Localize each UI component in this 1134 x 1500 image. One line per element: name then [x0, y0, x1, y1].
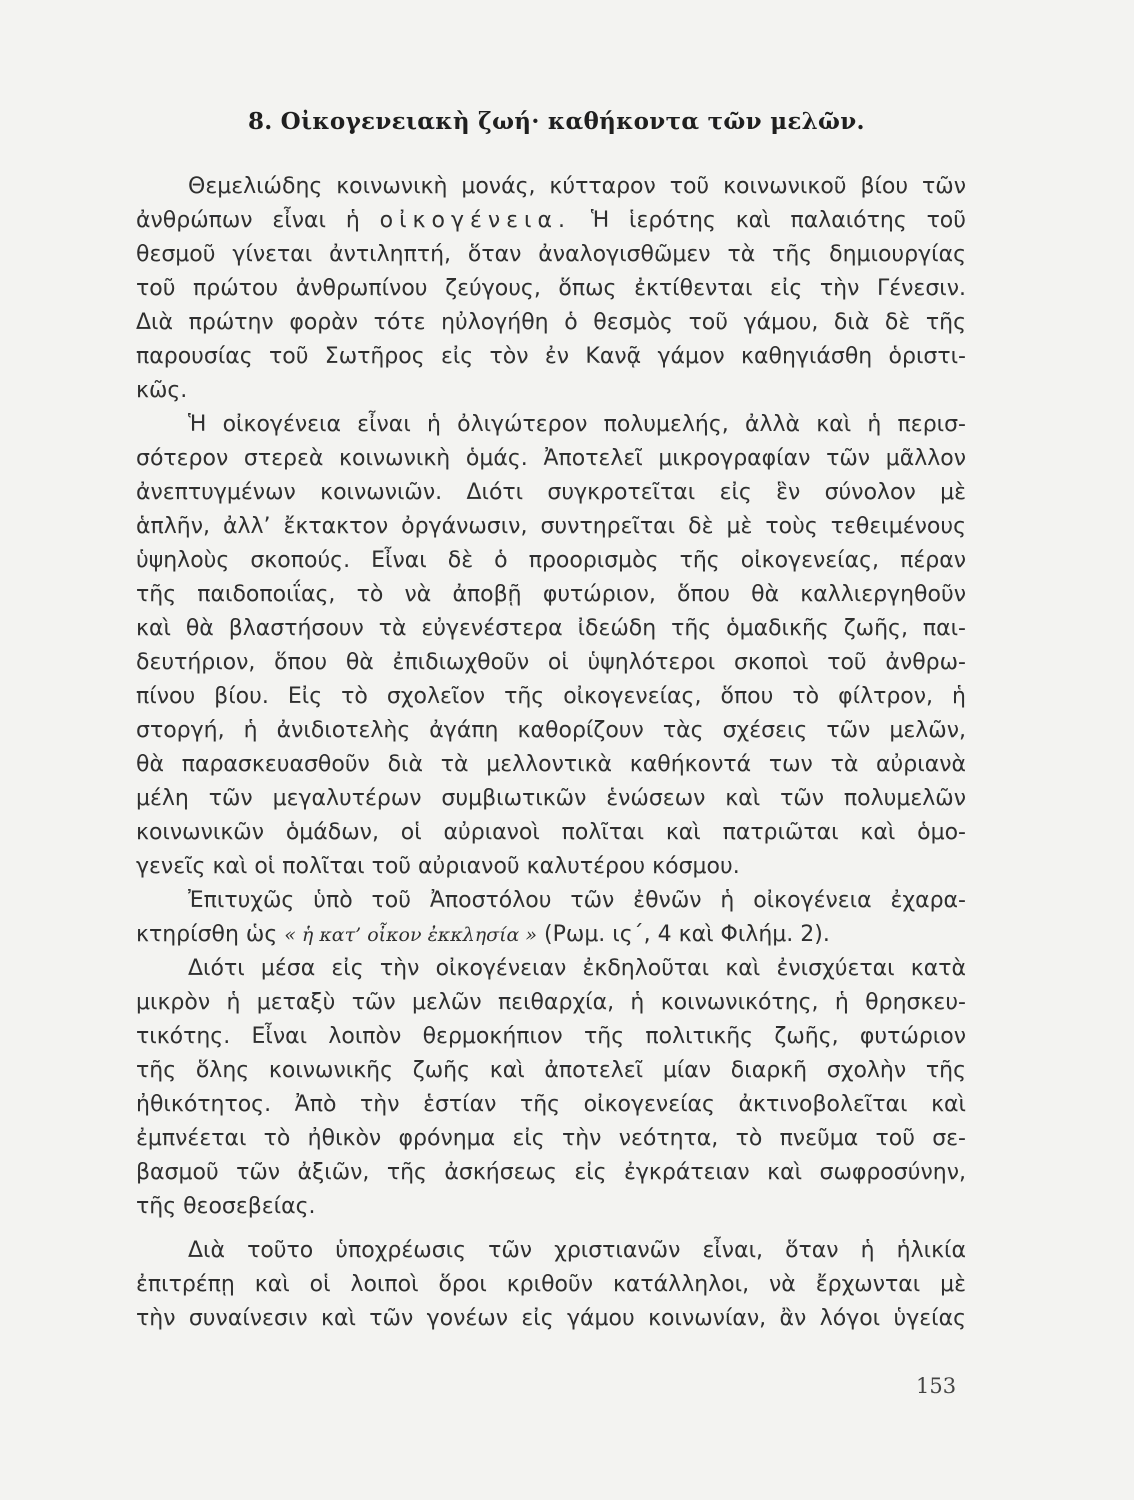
text-line — [136, 1088, 966, 1122]
text-line — [136, 884, 966, 918]
body-text — [136, 170, 966, 1336]
text-segment: κῶς. — [136, 378, 188, 403]
text-segment: πίνου βίου. Εἰς τὸ σχολεῖον τῆς οἰκογενείας, ὅπου τὸ φίλτρον, ἡ — [136, 684, 966, 709]
text-line — [136, 714, 966, 748]
page-number: 153 — [916, 1374, 957, 1398]
text-segment: παρουσίας τοῦ Σωτῆρος εἰς τὸν ἐν Κανᾷ γάμον καθηγιάσθη ὁριστι- — [136, 344, 966, 369]
text-segment: « ἡ κατ’ οἶκον ἐκκλησία » — [284, 924, 538, 946]
text-segment: Ἐπιτυχῶς ὑπὸ τοῦ Ἀποστόλου τῶν ἐθνῶν ἡ οἰκογένεια ἐχαρα- — [188, 888, 966, 913]
text-segment: τικότης. Εἶναι λοιπὸν θερμοκήπιον τῆς πολιτικῆς ζωῆς, φυτώριον — [136, 1024, 966, 1049]
text-line — [136, 306, 966, 340]
section-heading — [248, 108, 865, 135]
text-segment: οἰκογένεια. — [379, 208, 571, 233]
text-segment: (Ρωμ. ις΄, 4 καὶ Φιλήμ. 2). — [537, 922, 830, 947]
text-line — [136, 1302, 966, 1336]
text-segment: κοινωνικῶν ὁμάδων, οἱ αὐριανοὶ πολῖται καὶ πατριῶται καὶ ὁμο- — [136, 820, 966, 845]
text-segment: Ἡ οἰκογένεια εἶναι ἡ ὀλιγώτερον πολυμελής, ἀλλὰ καὶ ἡ περισ- — [188, 412, 966, 437]
text-line — [136, 1020, 966, 1054]
text-line — [136, 646, 966, 680]
text-segment: Θεμελιώδης κοινωνικὴ μονάς, κύτταρον τοῦ κοινωνικοῦ βίου τῶν — [188, 174, 966, 199]
text-segment: τῆς ὅλης κοινωνικῆς ζωῆς καὶ ἀποτελεῖ μίαν διαρκῆ σχολὴν τῆς — [136, 1058, 966, 1083]
text-segment: ἐμπνέεται τὸ ἠθικὸν φρόνημα εἰς τὴν νεότητα, τὸ πνεῦμα τοῦ σε- — [136, 1126, 966, 1151]
text-line — [136, 476, 966, 510]
text-segment: τῆς παιδοποιΐας, τὸ νὰ ἀποβῇ φυτώριον, ὅπου θὰ καλλιεργηθοῦν — [136, 582, 966, 607]
text-segment: καὶ θὰ βλαστήσουν τὰ εὐγενέστερα ἰδεώδη τῆς ὁμαδικῆς ζωῆς, παι- — [136, 616, 966, 641]
text-segment: βασμοῦ τῶν ἀξιῶν, τῆς ἀσκήσεως εἰς ἐγκράτειαν καὶ σωφροσύνην, — [136, 1160, 966, 1185]
text-segment: μικρὸν ἡ μεταξὺ τῶν μελῶν πειθαρχία, ἡ κοινωνικότης, ἡ θρησκευ- — [136, 990, 966, 1015]
text-segment: θὰ παρασκευασθοῦν διὰ τὰ μελλοντικὰ καθήκοντά των τὰ αὐριανὰ — [136, 752, 966, 777]
text-segment: στοργή, ἡ ἀνιδιοτελὴς ἀγάπη καθορίζουν τὰς σχέσεις τῶν μελῶν, — [136, 718, 966, 743]
text-segment: κτηρίσθη ὡς — [136, 922, 285, 947]
text-segment: τῆς θεοσεβείας. — [136, 1194, 316, 1219]
text-line — [136, 1234, 966, 1268]
text-segment: Διότι μέσα εἰς τὴν οἰκογένειαν ἐκδηλοῦται καὶ ἐνισχύεται κατὰ — [188, 956, 966, 981]
text-line — [136, 340, 966, 374]
text-segment: γενεῖς καὶ οἱ πολῖται τοῦ αὐριανοῦ καλυτέρου κόσμου. — [136, 854, 740, 879]
text-line — [136, 374, 966, 408]
text-line — [136, 544, 966, 578]
text-segment: Διὰ τοῦτο ὑποχρέωσις τῶν χριστιανῶν εἶναι, ὅταν ἡ ἡλικία — [188, 1238, 966, 1263]
text-line — [136, 510, 966, 544]
text-line — [136, 1054, 966, 1088]
text-line — [136, 238, 966, 272]
text-line — [136, 1122, 966, 1156]
text-line — [136, 748, 966, 782]
text-segment: σότερον στερεὰ κοινωνικὴ ὁμάς. Ἀποτελεῖ μικρογραφίαν τῶν μᾶλλον — [136, 446, 966, 471]
section-title: Οἰκογενειακὴ ζωή· καθήκοντα τῶν μελῶν. — [280, 108, 865, 135]
text-segment: δευτήριον, ὅπου θὰ ἐπιδιωχθοῦν οἱ ὑψηλότεροι σκοποὶ τοῦ ἀνθρω- — [136, 650, 966, 675]
text-segment: Ἡ ἱερότης καὶ παλαιότης τοῦ — [570, 208, 967, 233]
text-line — [136, 442, 966, 476]
text-line — [136, 1190, 966, 1224]
text-line — [136, 816, 966, 850]
text-line — [136, 952, 966, 986]
text-line — [136, 1268, 966, 1302]
text-segment: μέλη τῶν μεγαλυτέρων συμβιωτικῶν ἑνώσεων καὶ τῶν πολυμελῶν — [136, 786, 966, 811]
text-line — [136, 170, 966, 204]
text-segment: ὑψηλοὺς σκοπούς. Εἶναι δὲ ὁ προορισμὸς τῆς οἰκογενείας, πέραν — [136, 548, 966, 573]
text-line — [136, 782, 966, 816]
text-line — [136, 408, 966, 442]
text-segment: τοῦ πρώτου ἀνθρωπίνου ζεύγους, ὅπως ἐκτίθενται εἰς τὴν Γένεσιν. — [136, 276, 966, 301]
text-line — [136, 918, 966, 952]
text-line — [136, 204, 966, 238]
text-line — [136, 1156, 966, 1190]
text-line — [136, 272, 966, 306]
text-line — [136, 578, 966, 612]
text-segment: ἁπλῆν, ἀλλ’ ἔκτακτον ὀργάνωσιν, συντηρεῖται δὲ μὲ τοὺς τεθειμένους — [136, 514, 966, 539]
text-segment: Διὰ πρώτην φορὰν τότε ηὐλογήθη ὁ θεσμὸς τοῦ γάμου, διὰ δὲ τῆς — [136, 310, 966, 335]
text-segment: τὴν συναίνεσιν καὶ τῶν γονέων εἰς γάμου κοινωνίαν, ἂν λόγοι ὑγείας — [136, 1306, 966, 1331]
text-segment: ἠθικότητος. Ἀπὸ τὴν ἑστίαν τῆς οἰκογενείας ἀκτινοβολεῖται καὶ — [136, 1092, 966, 1117]
text-line — [136, 680, 966, 714]
text-segment: θεσμοῦ γίνεται ἀντιληπτή, ὅταν ἀναλογισθῶμεν τὰ τῆς δημιουργίας — [136, 242, 966, 267]
section-number: 8. — [248, 108, 273, 135]
text-line — [136, 612, 966, 646]
text-segment: ἐπιτρέπῃ καὶ οἱ λοιποὶ ὅροι κριθοῦν κατάλληλοι, νὰ ἔρχωνται μὲ — [136, 1272, 966, 1297]
text-line — [136, 986, 966, 1020]
text-segment: ἀνεπτυγμένων κοινωνιῶν. Διότι συγκροτεῖται εἰς ἓν σύνολον μὲ — [136, 480, 966, 505]
text-segment: ἀνθρώπων εἶναι ἡ — [136, 208, 380, 233]
text-line — [136, 850, 966, 884]
